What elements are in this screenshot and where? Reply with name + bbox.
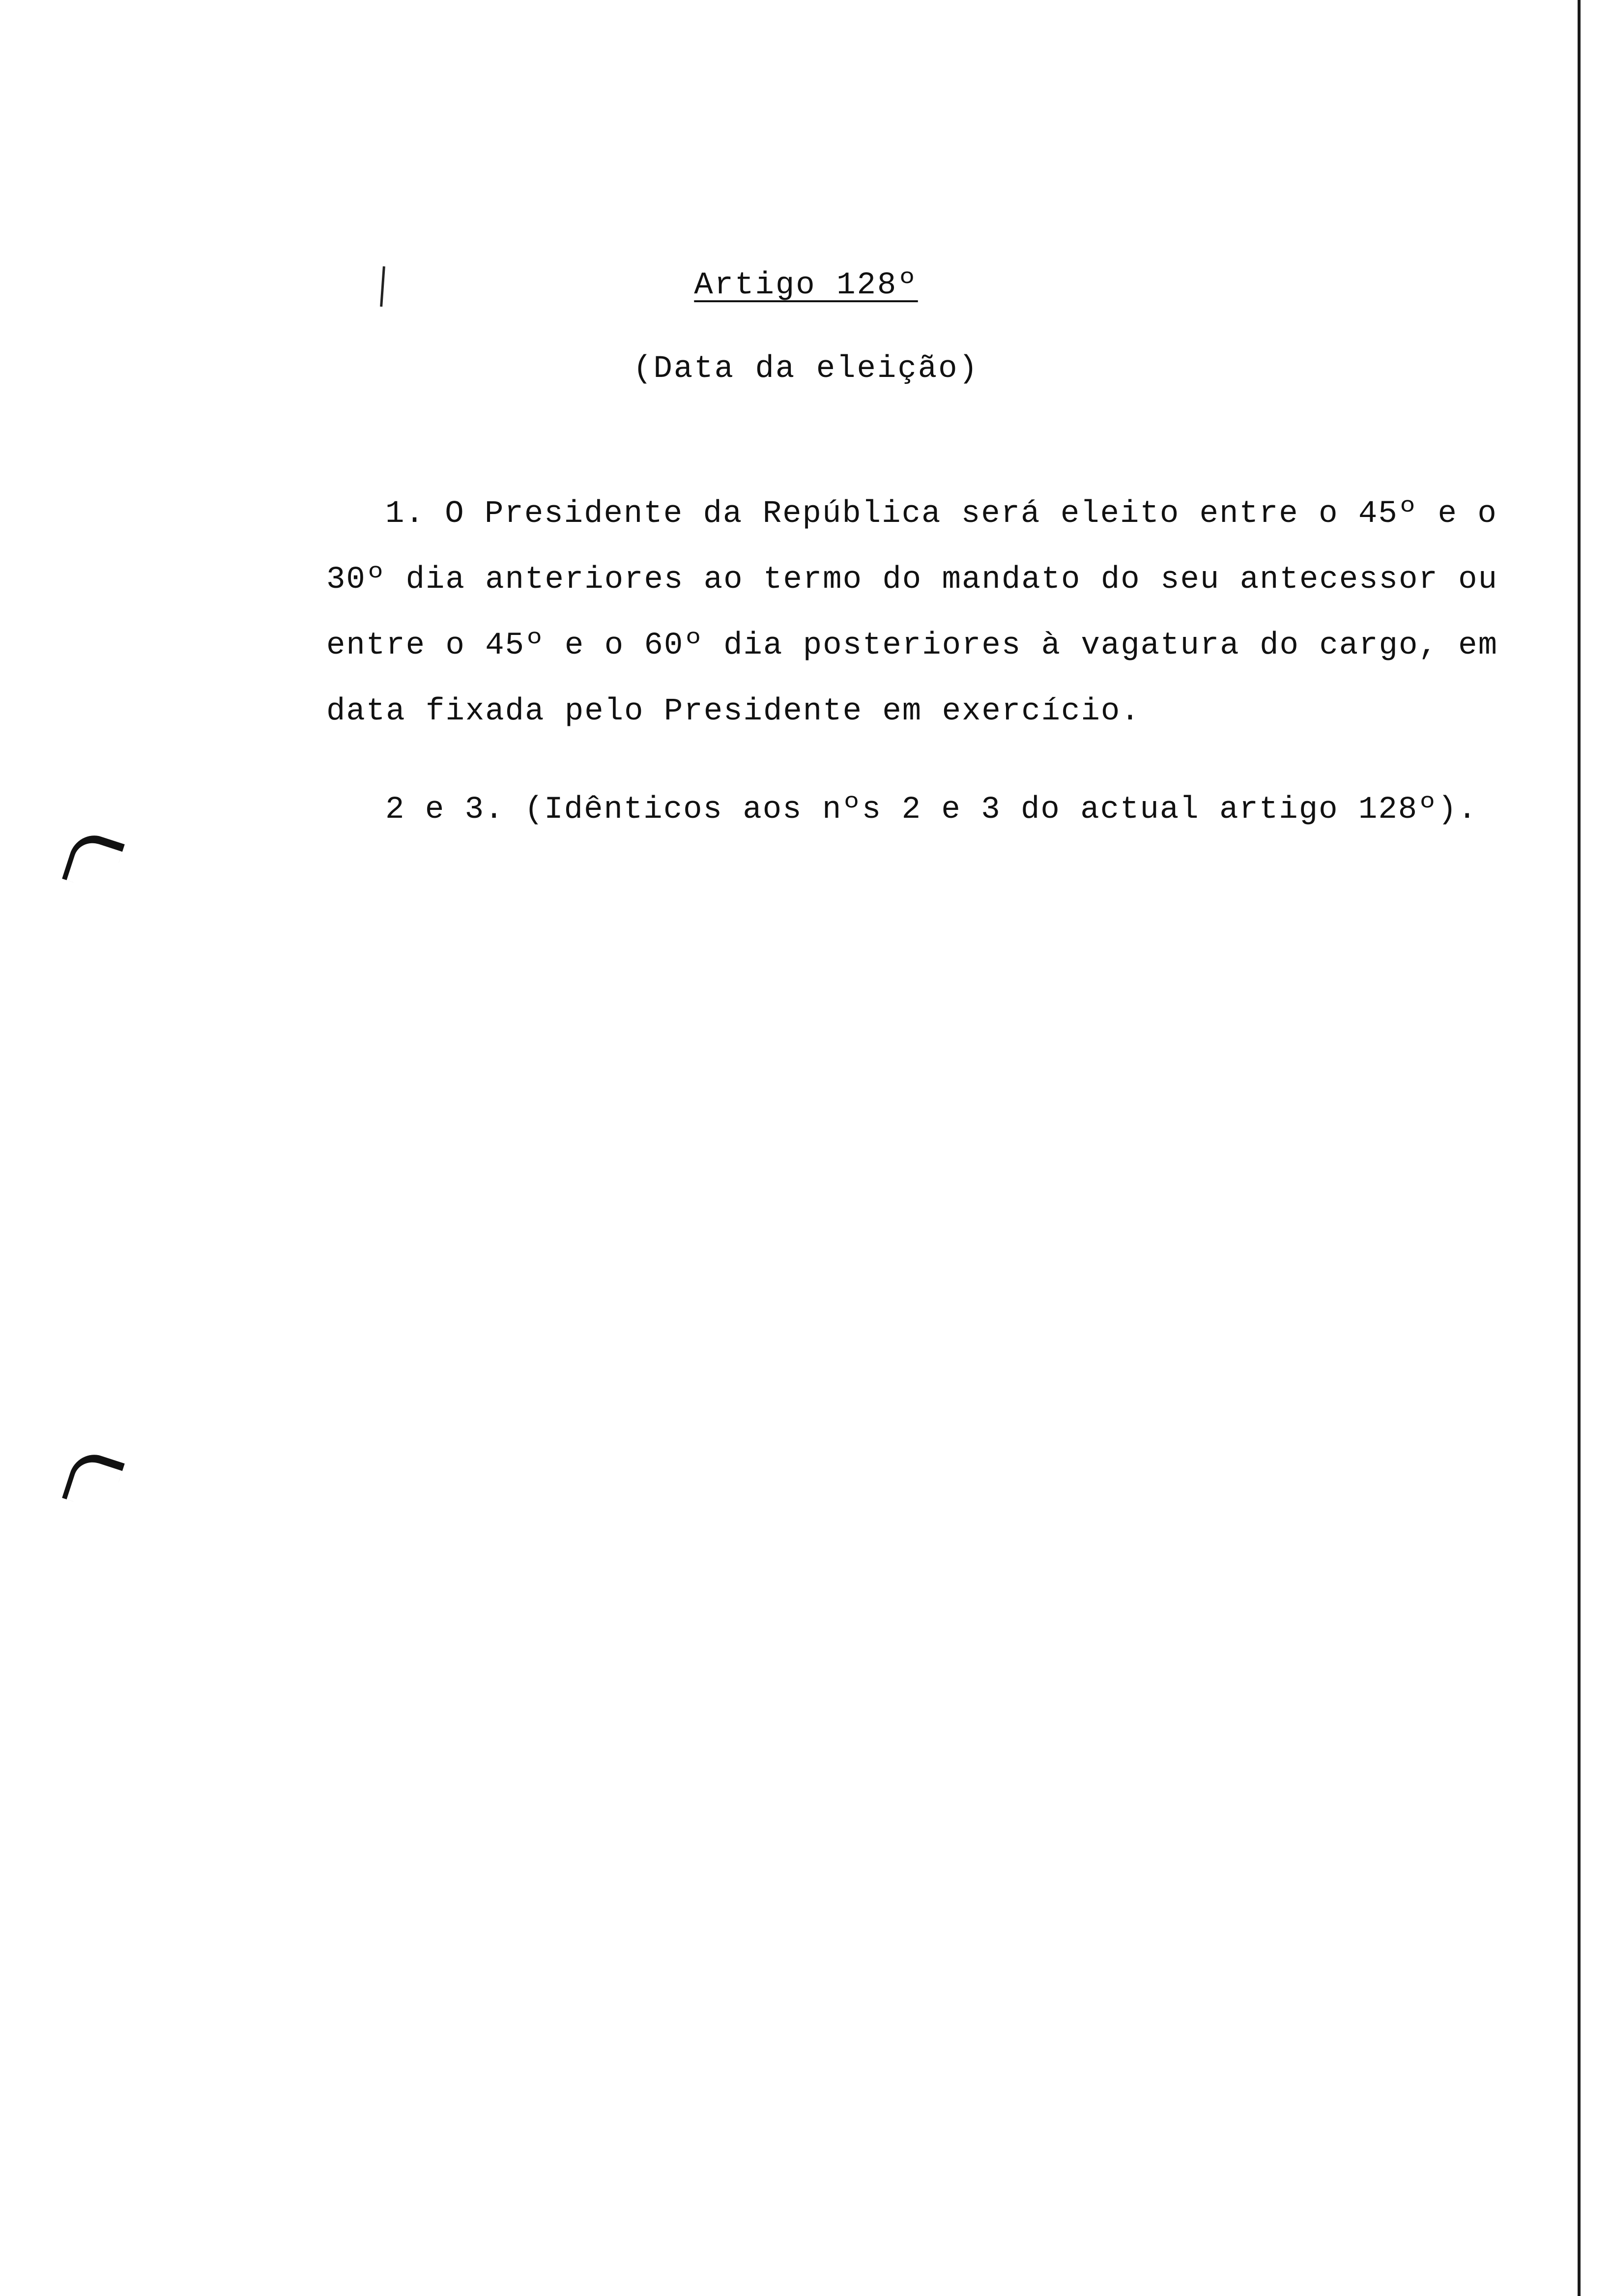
article-subheading: (Data da eleição) <box>633 351 979 387</box>
paragraph-1-line-1: 1. O Presidente da República será eleito entre o 45º e o <box>385 496 1497 532</box>
punch-hole-mark-bottom <box>62 1448 125 1513</box>
page-edge-border <box>1578 0 1581 2296</box>
paragraph-1-line-3: entre o 45º e o 60º dia posteriores à vagatura do cargo, em <box>326 628 1498 663</box>
paragraph-1-line-2: 30º dia anteriores ao termo do mandato do seu antecessor ou <box>326 562 1498 598</box>
paragraph-2-text: 2 e 3. (Idênticos aos nºs 2 e 3 do actual artigo 128º). <box>385 792 1478 828</box>
article-heading-text: Artigo 128º <box>694 268 918 303</box>
paragraph-1-line-4: data fixada pelo Presidente em exercício. <box>326 694 1141 729</box>
article-heading <box>0 268 1612 303</box>
punch-hole-mark-top <box>62 829 125 894</box>
